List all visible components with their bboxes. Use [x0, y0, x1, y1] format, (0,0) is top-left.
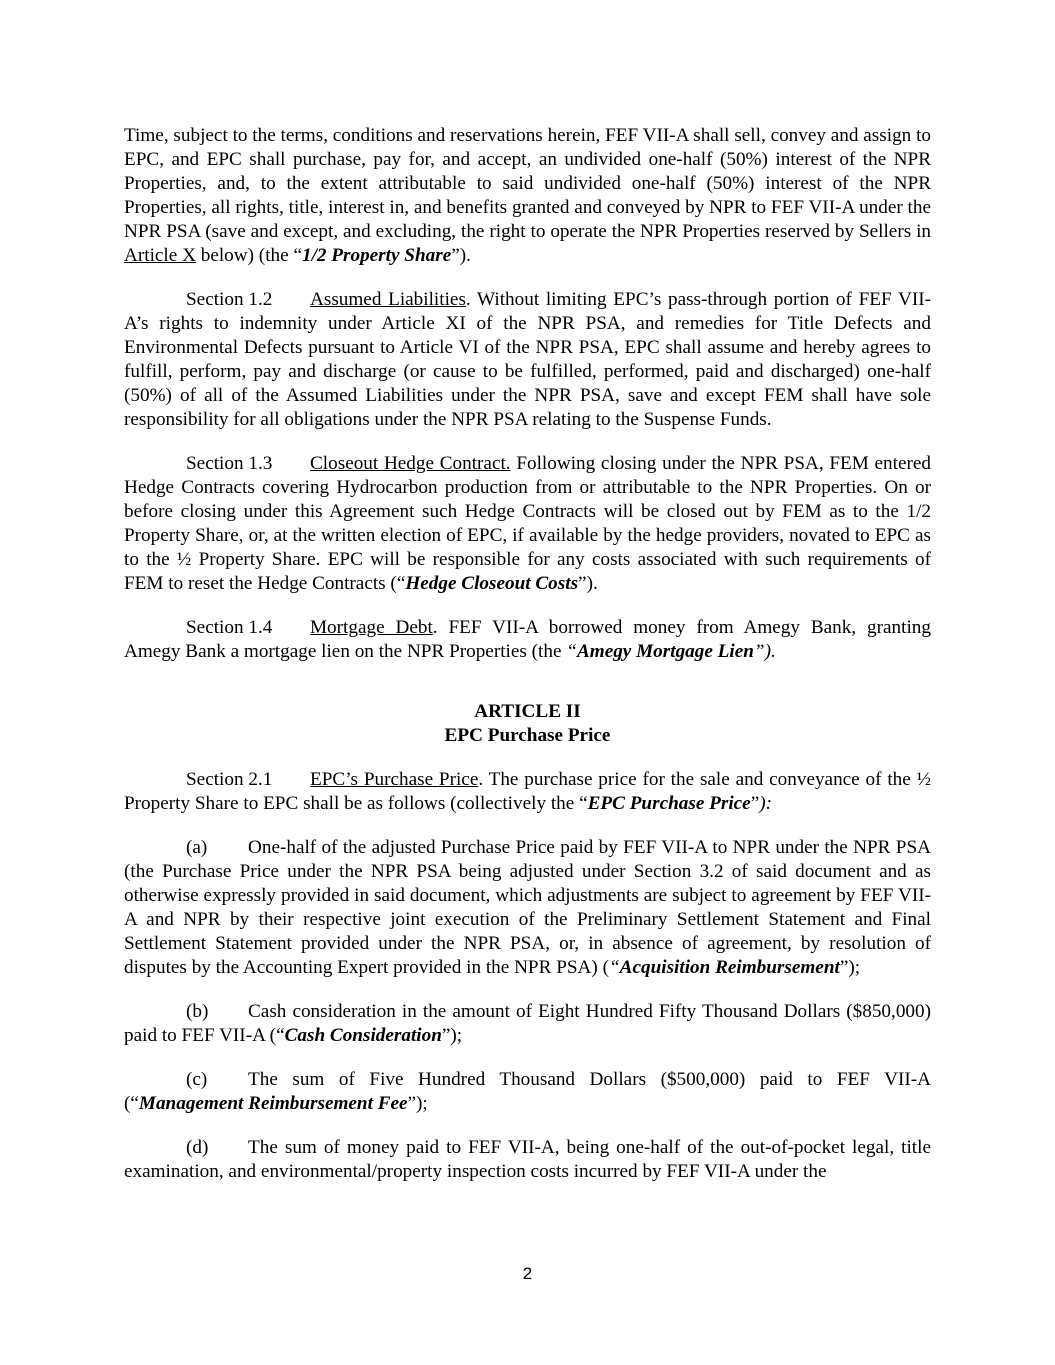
section-body-end: ”).	[753, 641, 776, 662]
section-title: Closeout Hedge Contract.	[310, 453, 511, 474]
item-body: One-half of the adjusted Purchase Price paid by FEF VII-A to NPR under the NPR PSA (the Purchase Price under the NPR PSA being adjusted under Section 3.2 of said document and as otherwise expressly provided in said document, which adjustments are subject to agreement by FEF VII-A and NPR by their respective joint execution of the Preliminary Settlement Statement and Final Settlement Statement provided under the NPR PSA, or, in absence of agreement, by resolution of disputes by the Accounting Expert provided in the NPR PSA) (	[124, 837, 931, 978]
section-number: Section 1.3	[186, 453, 273, 474]
item-c	[124, 1068, 931, 1116]
section-2-1	[124, 768, 931, 816]
paragraph-property-share	[124, 124, 931, 268]
defined-term: Cash Consideration	[284, 1025, 442, 1046]
article-number: ARTICLE II	[474, 701, 581, 722]
section-number: Section 1.4	[186, 617, 273, 638]
item-a	[124, 836, 931, 980]
section-body: . The purchase price for the sale and conveyance of the ½ Property Share to EPC shall be as follows (collectively the “	[124, 769, 931, 814]
page-number: 2	[522, 1264, 533, 1283]
defined-term: 1/2 Property Share	[301, 245, 452, 266]
section-title: Assumed Liabilities	[310, 289, 466, 310]
article-heading	[124, 700, 931, 748]
item-label: (d)	[186, 1137, 209, 1158]
section-1-4	[124, 616, 931, 664]
item-body: The sum of money paid to FEF VII-A, being one-half of the out-of-pocket legal, title examination, and environmental/property inspection costs incurred by FEF VII-A under the	[124, 1137, 931, 1182]
section-body: . Without limiting EPC’s pass-through portion of FEF VII-A’s rights to indemnity under Article XI of the NPR PSA, and remedies for Title Defects and Environmental Defects pursuant to Article VI of the NPR PSA, EPC shall assume and hereby agrees to fulfill, perform, pay and discharge (or cause to be fulfilled, performed, paid and discharged) one-half (50%) of all of the Assumed Liabilities under the NPR PSA, save and except FEM shall have sole responsibility for all obligations under the NPR PSA relating to the Suspense Funds.	[124, 289, 931, 430]
item-label: (a)	[186, 837, 208, 858]
item-body: Cash consideration in the amount of Eight Hundred Fifty Thousand Dollars ($850,000) paid to FEF VII-A (“	[124, 1001, 931, 1046]
section-body: Following closing under the NPR PSA, FEM entered Hedge Contracts covering Hydrocarbon production from or attributable to the NPR Properties. On or before closing under this Agreement such Hedge Contracts will be closed out by FEM as to the 1/2 Property Share, or, at the written election of EPC, if available by the hedge providers, novated to EPC as to the ½ Property Share. EPC will be responsible for any costs associated with such requirements of FEM to reset the Hedge Contracts (“	[124, 453, 932, 594]
article-title: EPC Purchase Price	[444, 725, 611, 746]
quote-close: ”	[750, 793, 760, 814]
item-body-end: ”);	[441, 1025, 463, 1046]
defined-term: Hedge Closeout Costs	[405, 573, 579, 594]
item-label: (c)	[186, 1069, 208, 1090]
quote-open: “	[566, 641, 577, 662]
section-number: Section 1.2	[186, 289, 273, 310]
quote-open: “	[608, 957, 620, 978]
defined-term: EPC Purchase Price	[587, 793, 751, 814]
defined-term: Management Reimbursement Fee	[138, 1093, 408, 1114]
section-1-3	[124, 452, 931, 596]
paragraph-text: below) (the “	[195, 245, 302, 266]
paragraph-text: Time, subject to the terms, conditions and reservations herein, FEF VII-A shall sell, convey and assign to EPC, and EPC shall purchase, pay for, and accept, an undivided one-half (50%) interest of the NPR Properties, and, to the extent attributable to said undivided one-half (50%) interest of the NPR Properties, all rights, title, interest in, and benefits granted and conveyed by NPR to FEF VII-A under the NPR PSA (save and except, and excluding, the right to operate the NPR Properties reserved by Sellers in	[124, 125, 931, 242]
section-title: EPC’s Purchase Price	[310, 769, 479, 790]
item-body: The sum of Five Hundred Thousand Dollars ($500,000) paid to FEF VII-A (“	[124, 1069, 931, 1114]
document-page	[124, 124, 931, 1184]
defined-term: Amegy Mortgage Lien	[576, 641, 754, 662]
section-body-end: ):	[759, 793, 772, 814]
item-body-end: ”);	[839, 957, 861, 978]
item-b	[124, 1000, 931, 1048]
section-number: Section 2.1	[186, 769, 273, 790]
item-d	[124, 1136, 931, 1184]
item-body-end: ”);	[407, 1093, 428, 1114]
paragraph-text: ”).	[451, 245, 471, 266]
defined-term: Acquisition Reimbursement	[619, 957, 840, 978]
section-title: Mortgage Debt	[310, 617, 433, 638]
section-body-end: ”).	[578, 573, 598, 594]
article-x-reference: Article X	[124, 245, 196, 266]
item-label: (b)	[186, 1001, 209, 1022]
section-1-2	[124, 288, 931, 432]
section-body: . FEF VII-A borrowed money from Amegy Bank, granting Amegy Bank a mortgage lien on the NPR Properties (the	[124, 617, 931, 662]
